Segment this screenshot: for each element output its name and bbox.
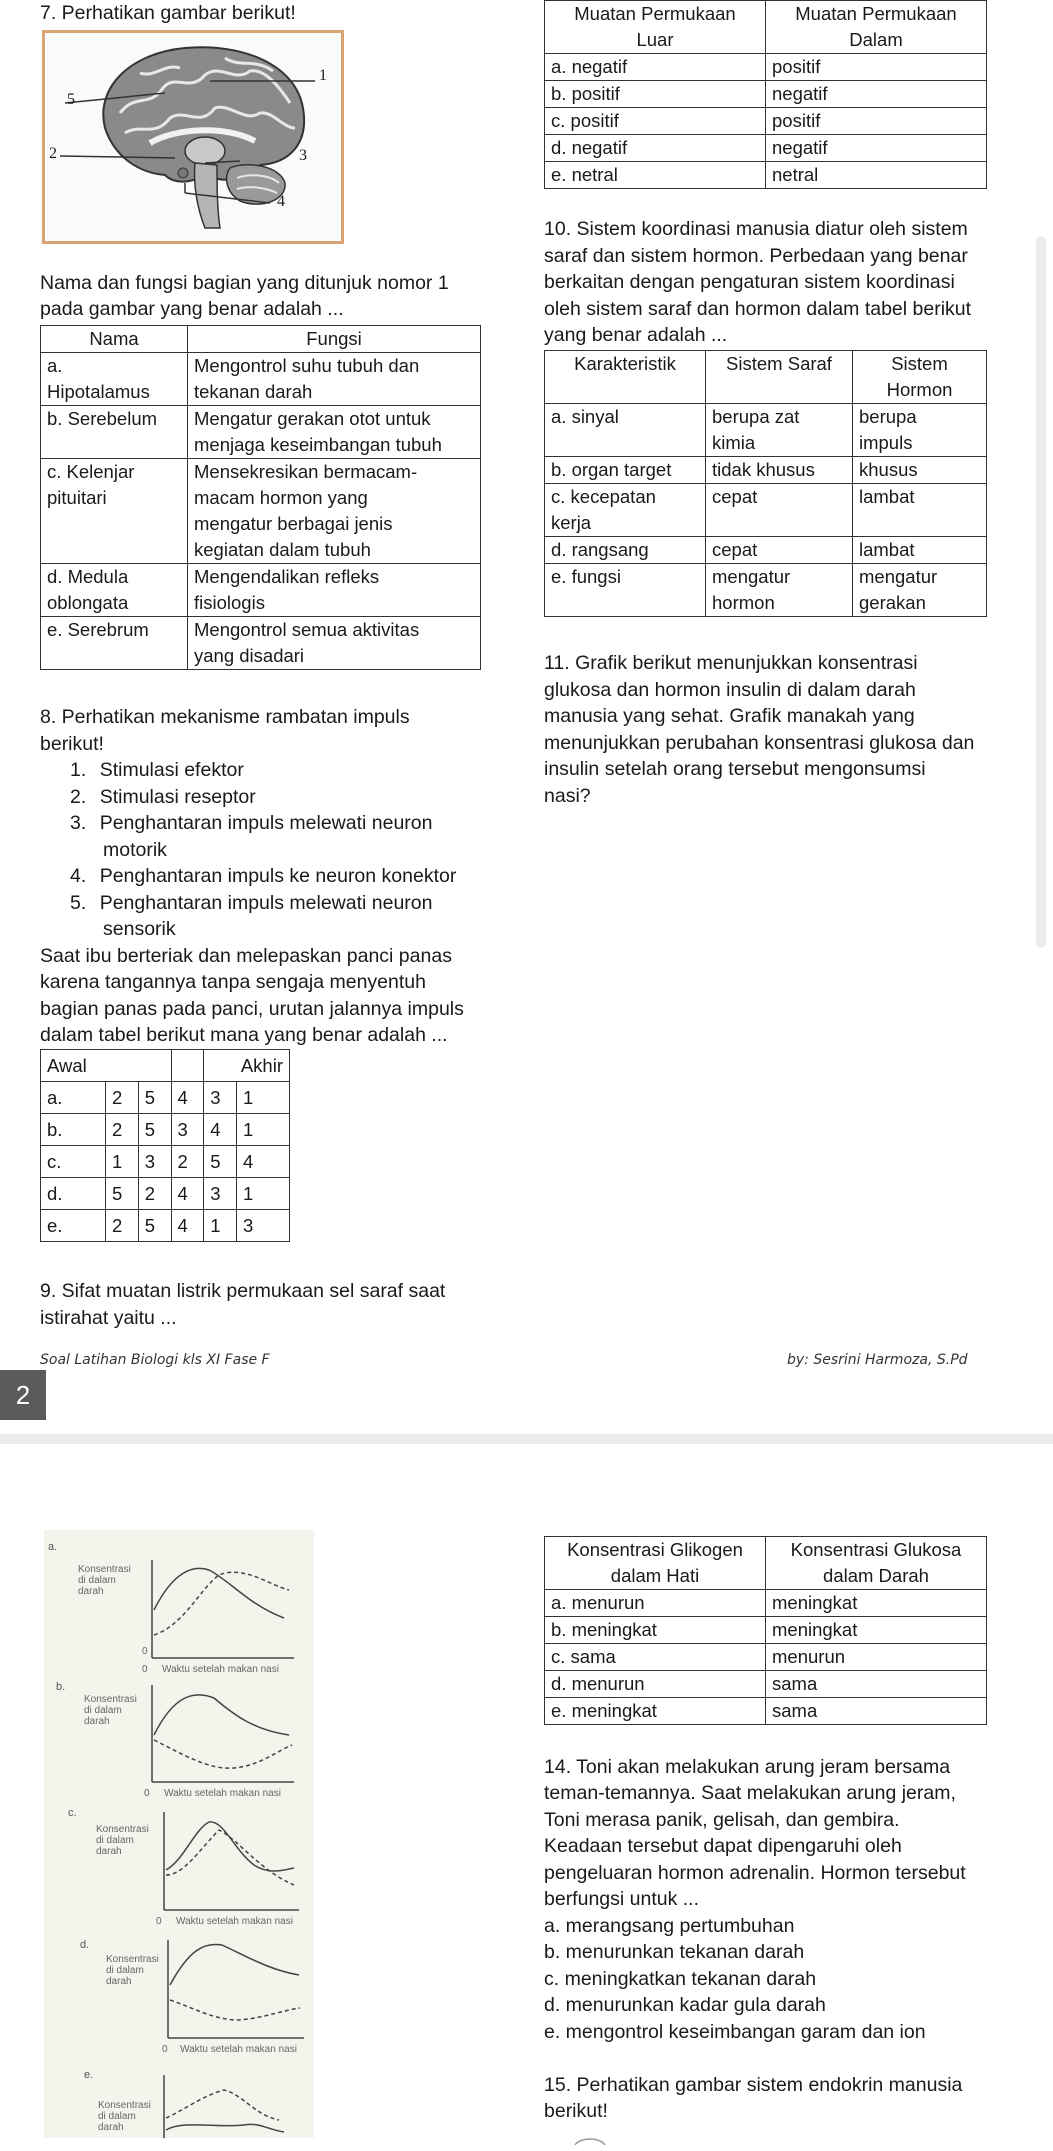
svg-text:darah: darah [98, 2122, 124, 2133]
page-divider [0, 1434, 1053, 1444]
table-row: c. positif positif [545, 108, 987, 135]
graph-b-insulin [154, 1740, 292, 1768]
label-2: 2 [49, 145, 57, 162]
table-row: e. fungsi mengatur hormon mengatur gerakan [545, 564, 987, 617]
q10-line2: saraf dan sistem hormon. Perbedaan yang benar [544, 245, 968, 267]
q11-line5: insulin setelah orang tersebut mengonsumsi [544, 758, 926, 780]
q8-item-4: 4. Penghantaran impuls ke neuron konektor [70, 865, 457, 887]
q7-header-fungsi: Fungsi [188, 326, 481, 353]
q7-question-line2: pada gambar yang benar adalah ... [40, 298, 344, 320]
q14-line3: Toni merasa panik, gelisah, dan gembira. [544, 1809, 900, 1831]
table-row: e. meningkat sama [545, 1698, 987, 1725]
footer-left: Soal Latihan Biologi kls XI Fase F [40, 1352, 270, 1368]
brain-illustration [45, 33, 341, 241]
table-row: d. rangsang cepat lambat [545, 537, 987, 564]
svg-text:Waktu setelah makan nasi: Waktu setelah makan nasi [176, 1916, 293, 1927]
q8-item-3: 3. Penghantaran impuls melewati neuron [70, 812, 433, 834]
q11-line2: glukosa dan hormon insulin di dalam darah [544, 679, 916, 701]
graph-e-insulin [166, 2090, 279, 2120]
svg-text:di dalam: di dalam [98, 2111, 136, 2122]
graph-e-glucose [166, 2124, 284, 2132]
q14-option-b: b. menurunkan tekanan darah [544, 1941, 805, 1963]
q8-item-5: 5. Penghantaran impuls melewati neuron [70, 892, 433, 914]
q8-header-awal: Awal [41, 1050, 172, 1082]
svg-text:Konsentrasi: Konsentrasi [98, 2100, 151, 2111]
q8-body-4: dalam tabel berikut mana yang benar adalah ... [40, 1024, 448, 1046]
table-row: e. 2 5 4 1 3 [41, 1210, 290, 1242]
graph-e-label: e. [84, 2069, 94, 2081]
svg-text:Waktu setelah makan nasi: Waktu setelah makan nasi [162, 1664, 279, 1675]
q15-line1: 15. Perhatikan gambar sistem endokrin manusia [544, 2074, 963, 2096]
table-row: b. 2 5 3 4 1 [41, 1114, 290, 1146]
svg-text:darah: darah [78, 1586, 104, 1597]
graph-d-glucose [170, 1944, 299, 1985]
page-number-badge: 2 [0, 1370, 46, 1420]
svg-text:di dalam: di dalam [96, 1835, 134, 1846]
table-row: d. negatif negatif [545, 135, 987, 162]
graph-a-glucose [154, 1568, 284, 1618]
q9-line1: 9. Sifat muatan listrik permukaan sel saraf saat [40, 1280, 446, 1302]
svg-text:darah: darah [96, 1846, 122, 1857]
svg-text:Konsentrasi: Konsentrasi [96, 1824, 149, 1835]
q13-table: Konsentrasi Glikogen dalam Hati Konsentrasi Glukosa dalam Darah a. menurun meningkat b. meningkat meningkat c. sama menurun d. menurun sama e. meningkat sama [544, 1536, 987, 1725]
q10-line4: oleh sistem saraf dan hormon dalam tabel berikut [544, 298, 972, 320]
q8-title-line1: 8. Perhatikan mekanisme rambatan impuls [40, 706, 410, 728]
svg-text:Waktu setelah makan nasi: Waktu setelah makan nasi [180, 2044, 297, 2055]
svg-text:Konsentrasi: Konsentrasi [84, 1694, 137, 1705]
svg-text:Konsentrasi: Konsentrasi [106, 1954, 159, 1965]
graph-c-label: c. [68, 1807, 77, 1819]
q14-option-c: c. meningkatkan tekanan darah [544, 1968, 817, 1990]
label-5: 5 [67, 91, 75, 108]
q8-item-1: 1. Stimulasi efektor [70, 759, 244, 781]
q7-title: 7. Perhatikan gambar berikut! [40, 2, 296, 24]
table-row: b. meningkat meningkat [545, 1617, 987, 1644]
q8-table [40, 1049, 290, 1242]
graph-options-panel [44, 1530, 314, 2138]
table-row: e. netral netral [545, 162, 987, 189]
graph-d-label: d. [80, 1939, 90, 1951]
q8-body-3: bagian panas pada panci, urutan jalannya impuls [40, 998, 464, 1020]
brain-image [42, 30, 344, 244]
svg-text:darah: darah [84, 1716, 110, 1727]
q7-header-name: Nama [41, 326, 188, 353]
table-row: c. 1 3 2 5 4 [41, 1146, 290, 1178]
q8-item-5-cont: sensorik [103, 918, 176, 940]
q14-line5: pengeluaran hormon adrenalin. Hormon tersebut [544, 1862, 966, 1884]
scrollbar[interactable] [1036, 236, 1046, 948]
q10-table: Karakteristik Sistem Saraf Sistem Hormon a. sinyal berupa zat kimia berupa impuls b. organ target tidak khusus khusus c. kecepatan kerja cepat lambat d. rangsang cepat lambat e. fungsi mengatur hormon mengatur gerakan [544, 350, 987, 617]
table-row: a. Hipotalamus Mengontrol suhu tubuh dan tekanan darah [41, 353, 481, 406]
svg-text:Konsentrasi: Konsentrasi [78, 1564, 131, 1575]
q15-line2: berikut! [544, 2100, 608, 2122]
svg-text:0: 0 [144, 1788, 150, 1799]
q14-line6: berfungsi untuk ... [544, 1888, 700, 1910]
table-row: c. Kelenjar pituitari Mensekresikan bermacam- macam hormon yang mengatur berbagai jenis kegiatan dalam tubuh [41, 459, 481, 564]
svg-text:0: 0 [142, 1646, 148, 1657]
q8-title-line2: berikut! [40, 733, 104, 755]
svg-text:0: 0 [156, 1916, 162, 1927]
svg-text:darah: darah [106, 1976, 132, 1987]
table-row: d. Medula oblongata Mengendalikan refleks fisiologis [41, 564, 481, 617]
q14-line2: teman-temannya. Saat melakukan arung jeram, [544, 1782, 956, 1804]
q10-line3: berkaitan dengan pengaturan sistem koordinasi [544, 271, 955, 293]
q14-option-a: a. merangsang pertumbuhan [544, 1915, 795, 1937]
table-row: e. Serebrum Mengontrol semua aktivitas yang disadari [41, 617, 481, 670]
svg-text:di dalam: di dalam [78, 1575, 116, 1586]
graph-a-label: a. [48, 1541, 58, 1553]
q10-line5: yang benar adalah ... [544, 324, 728, 346]
footer-right: by: Sesrini Harmoza, S.Pd [787, 1352, 968, 1368]
q8-body-1: Saat ibu berteriak dan melepaskan panci panas [40, 945, 452, 967]
table-row: c. kecepatan kerja cepat lambat [545, 484, 987, 537]
graph-b-glucose [154, 1695, 289, 1735]
q9-line2: istirahat yaitu ... [40, 1307, 177, 1329]
table-row: a. negatif positif [545, 54, 987, 81]
svg-text:Waktu setelah makan nasi: Waktu setelah makan nasi [164, 1788, 281, 1799]
q8-item-3-cont: motorik [103, 839, 167, 861]
table-row: a. 2 5 4 3 1 [41, 1082, 290, 1114]
q11-line3: manusia yang sehat. Grafik manakah yang [544, 705, 915, 727]
q14-option-e: e. mengontrol keseimbangan garam dan ion [544, 2021, 926, 2043]
graph-options [44, 1530, 314, 2138]
table-row: b. positif negatif [545, 81, 987, 108]
table-row: a. menurun meningkat [545, 1590, 987, 1617]
table-row: c. sama menurun [545, 1644, 987, 1671]
svg-text:0: 0 [162, 2044, 168, 2055]
svg-text:0: 0 [142, 1664, 148, 1675]
graph-b-label: b. [56, 1681, 66, 1693]
table-row: b. Serebelum Mengatur gerakan otot untuk menjaga keseimbangan tubuh [41, 406, 481, 459]
svg-text:di dalam: di dalam [106, 1965, 144, 1976]
q14-line4: Keadaan tersebut dapat dipengaruhi oleh [544, 1835, 902, 1857]
graph-d-insulin [170, 2000, 300, 2020]
q14-line1: 14. Toni akan melakukan arung jeram bersama [544, 1756, 951, 1778]
q11-line1: 11. Grafik berikut menunjukkan konsentrasi [544, 652, 918, 674]
q11-line6: nasi? [544, 785, 591, 807]
graph-a-insulin [154, 1572, 289, 1635]
graph-c-glucose [166, 1822, 294, 1871]
svg-text:di dalam: di dalam [84, 1705, 122, 1716]
q14-option-d: d. menurunkan kadar gula darah [544, 1994, 826, 2016]
label-1: 1 [319, 67, 327, 84]
table-row: d. 5 2 4 3 1 [41, 1178, 290, 1210]
q11-line4: menunjukkan perubahan konsentrasi glukosa dan [544, 732, 975, 754]
table-row: a. sinyal berupa zat kimia berupa impuls [545, 404, 987, 457]
endocrine-image-top [570, 2128, 610, 2138]
table-row: d. menurun sama [545, 1671, 987, 1698]
q8-item-2: 2. Stimulasi reseptor [70, 786, 256, 808]
q8-body-2: karena tangannya tanpa sengaja menyentuh [40, 971, 426, 993]
q10-line1: 10. Sistem koordinasi manusia diatur oleh sistem [544, 218, 968, 240]
q7-table [40, 325, 481, 670]
q7-question-line1: Nama dan fungsi bagian yang ditunjuk nomor 1 [40, 272, 449, 294]
q8-header-akhir: Akhir [204, 1050, 290, 1082]
q9-table: Muatan Permukaan Luar Muatan Permukaan Dalam a. negatif positif b. positif negatif c. positif positif d. negatif negatif e. netral netral [544, 0, 987, 189]
label-3: 3 [299, 147, 307, 164]
label-4: 4 [277, 193, 285, 210]
table-row: b. organ target tidak khusus khusus [545, 457, 987, 484]
